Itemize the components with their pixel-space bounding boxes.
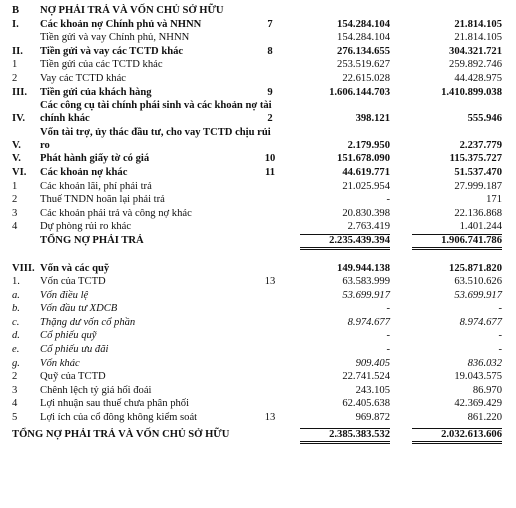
row-label: Dự phòng rủi ro khác [40,221,132,233]
table-row [0,316,516,330]
row-value-prior: 19.043.575 [454,371,502,383]
row-code: 1 [12,180,18,192]
row-value-prior: - [498,303,502,315]
row-value-current: 53.699.917 [342,289,390,301]
table-row [0,275,516,289]
table-row [0,126,516,153]
row-value-prior: 1.401.244 [459,221,502,233]
row-label: Tiền gửi và vay các TCTD khác [40,45,184,57]
row-note: 13 [264,276,276,288]
table-row [0,207,516,221]
row-label: Các khoản phải trả và công nợ khác [40,207,192,219]
row-label: Vốn tài trợ, ủy thác đầu tư, cho vay TCTD chịu rủi ro [40,126,271,152]
row-label: Các khoản nợ khác [40,166,128,178]
row-code: 5 [12,412,18,424]
table-row [0,289,516,303]
row-value-current: 22.615.028 [342,72,390,84]
row-value-prior: 304.321.721 [449,45,502,57]
row-code: IV. [12,113,26,125]
row-code: 4 [12,398,18,410]
row-label: Vốn của TCTD [40,276,106,288]
row-label: Tiền gửi và vay Chính phủ, NHNN [40,32,190,44]
row-value-prior: 2.032.613.606 [412,428,502,444]
row-value-current: - [386,330,390,342]
table-row [0,193,516,207]
row-code: 2 [12,194,18,206]
row-value-prior: - [498,344,502,356]
table-row [0,72,516,86]
row-value-current: 154.284.104 [337,32,390,44]
row-value-current: 2.235.439.394 [300,234,390,250]
row-label: Vốn khác [40,357,80,369]
table-row [0,411,516,425]
row-code: V. [12,140,21,152]
row-code: c. [12,316,20,328]
row-value-current: 2.385.383.532 [300,428,390,444]
row-code: 4 [12,221,18,233]
table-row [0,152,516,166]
row-label: Chênh lệch tỷ giá hối đoái [40,384,152,396]
table-row [0,180,516,194]
row-value-prior: 171 [486,194,502,206]
row-code: g. [12,357,20,369]
table-row [0,45,516,59]
row-value-current: 8.974.677 [347,316,390,328]
row-value-prior: 2.237.779 [459,140,502,152]
row-value-current: 22.741.524 [342,371,390,383]
table-row [0,262,516,276]
row-label: Vay các TCTD khác [40,72,126,84]
row-code: III. [12,86,28,98]
row-code: 2 [12,72,18,84]
row-value-current: 2.179.950 [347,140,390,152]
row-value-prior: 1.410.899.038 [441,86,502,98]
table-row [0,58,516,72]
row-label: Thặng dư vốn cổ phần [40,316,136,328]
row-value-prior: 86.970 [472,384,502,396]
row-value-prior: 21.814.105 [454,32,502,44]
row-label: Phát hành giấy tờ có giá [40,153,150,165]
row-label: Vốn và các quỹ [40,262,110,274]
row-value-current: 151.678.090 [337,153,390,165]
table-row [0,18,516,32]
table-row [0,343,516,357]
row-value-current: 62.405.638 [342,398,390,410]
row-code: d. [12,330,20,342]
row-label: Các khoản nợ Chính phủ và NHNN [40,18,202,30]
row-code: 2 [12,371,18,383]
row-label: Cổ phiếu quỹ [40,330,97,342]
row-label: Các khoản lãi, phí phải trả [40,180,152,192]
row-code: 3 [12,207,18,219]
row-value-prior: 836.032 [467,357,502,369]
row-value-prior: 53.699.917 [454,289,502,301]
row-value-current: 21.025.954 [342,180,390,192]
row-value-prior: 44.428.975 [454,72,502,84]
row-value-prior: 259.892.746 [449,59,502,71]
table-row [0,329,516,343]
row-note: 11 [264,166,275,178]
row-label: Quỹ của TCTD [40,371,106,383]
table-row [0,302,516,316]
row-code: b. [12,303,20,315]
row-code: 1 [12,59,18,71]
row-label: Vốn điều lệ [40,289,89,301]
row-label: Tiền gửi của các TCTD khác [40,59,163,71]
row-code: 1. [12,276,20,288]
row-value-current: 1.606.144.703 [329,86,390,98]
row-label: Lợi nhuận sau thuế chưa phân phối [40,398,190,410]
row-value-prior: 21.814.105 [454,18,502,30]
row-value-current: 20.830.398 [342,207,390,219]
row-value-current: 149.944.138 [337,262,390,274]
row-value-current: 44.619.771 [342,166,390,178]
row-code: V. [12,153,21,165]
row-value-prior: 27.999.187 [454,180,502,192]
row-code: 3 [12,384,18,396]
row-label: Cổ phiếu ưu đãi [40,344,109,356]
row-value-current: - [386,344,390,356]
row-label: Lợi ích của cổ đông không kiểm soát [40,412,198,424]
row-label: Thuế TNDN hoãn lại phải trả [40,194,165,206]
row-value-prior: 125.871.820 [449,262,502,274]
row-label: Các công cụ tài chính phái sinh và các khoản nợ tài chính khác [40,100,272,125]
row-code: VI. [12,166,27,178]
table-row [0,370,516,384]
row-value-current: 909.405 [355,357,390,369]
row-value-current: 276.134.655 [337,45,390,57]
row-value-prior: 115.375.727 [449,153,502,165]
row-label: TỔNG NỢ PHẢI TRẢ [40,234,144,246]
row-code: I. [12,18,19,30]
row-value-prior: 42.369.429 [454,398,502,410]
table-row [0,220,516,234]
row-value-current: 154.284.104 [337,18,390,30]
row-value-current: 63.583.999 [342,276,390,288]
row-value-prior: 555.946 [467,113,502,125]
table-row [0,31,516,45]
row-value-prior: 63.510.626 [454,276,502,288]
row-value-current: 243.105 [355,384,390,396]
row-value-prior: 51.537.470 [454,166,502,178]
row-note: 8 [267,45,273,57]
table-row [0,234,516,248]
row-label: Vốn đầu tư XDCB [40,303,118,315]
table-row [0,357,516,371]
row-code: a. [12,289,20,301]
row-label: NỢ PHẢI TRẢ VÀ VỐN CHỦ SỞ HỮU [40,5,224,16]
row-label: Tiền gửi của khách hàng [40,86,152,98]
table-row [0,166,516,180]
row-value-current: - [386,194,390,206]
row-value-current: - [386,303,390,315]
row-code: e. [12,344,20,356]
table-row [0,397,516,411]
table-row [0,384,516,398]
row-label: TỔNG NỢ PHẢI TRẢ VÀ VỐN CHỦ SỞ HỮU [12,428,230,440]
row-value-current: 398.121 [355,113,390,125]
row-note: 7 [267,18,273,30]
row-note: 9 [267,86,273,98]
table-row [0,248,516,262]
row-value-current: 969.872 [355,412,390,424]
table-row [0,4,516,18]
row-note: 2 [267,113,273,125]
row-note: 13 [264,412,276,424]
table-row [0,428,516,442]
row-value-current: 253.519.627 [337,59,390,71]
row-code: B [12,5,20,16]
table-row [0,86,516,100]
table-row [0,99,516,126]
row-note: 10 [264,153,276,165]
row-value-prior: - [498,330,502,342]
row-value-prior: 1.906.741.786 [412,234,502,250]
row-value-prior: 8.974.677 [459,316,502,328]
row-code: II. [12,45,23,57]
row-value-prior: 22.136.868 [454,207,502,219]
row-value-current: 2.763.419 [347,221,390,233]
row-code: VIII. [12,262,35,274]
row-value-prior: 861.220 [467,412,502,424]
